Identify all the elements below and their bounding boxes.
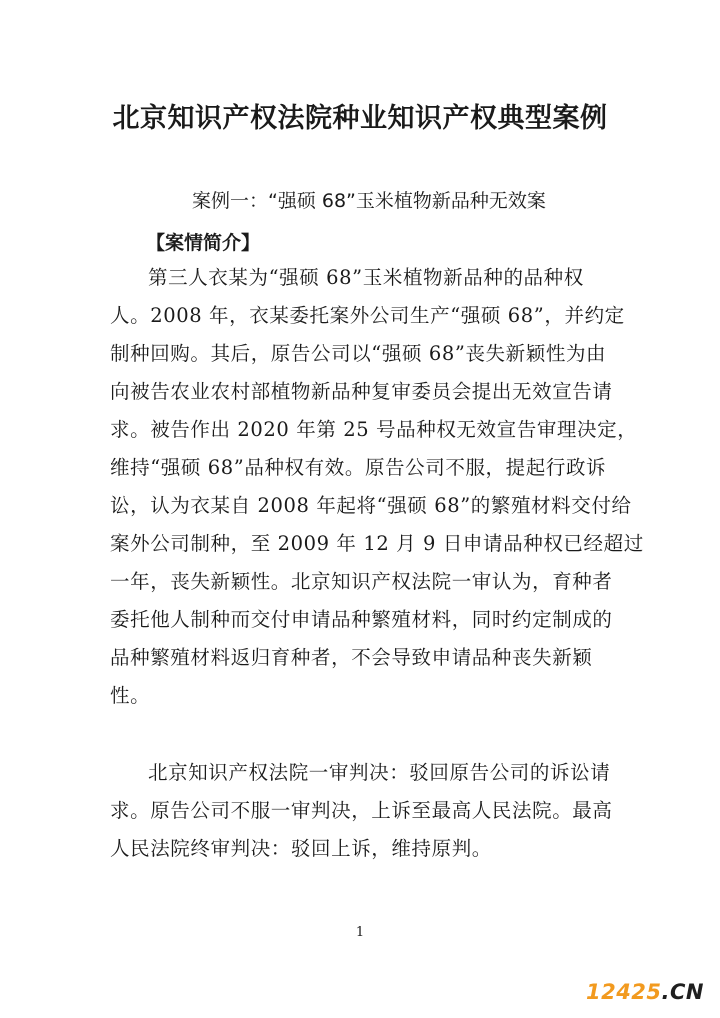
paragraph-line: 维持“强硕 68”品种权有效。原告公司不服，提起行政诉 bbox=[110, 456, 607, 479]
page-number: 1 bbox=[355, 925, 365, 940]
paragraph-line: 案外公司制种，至 2009 年 12 月 9 日申请品种权已经超过 bbox=[110, 532, 644, 555]
paragraph-line: 北京知识产权法院一审判决：驳回原告公司的诉讼请 bbox=[148, 761, 611, 784]
document-title: 北京知识产权法院种业知识产权典型案例 bbox=[112, 103, 608, 134]
paragraph-line: 品种繁殖材料返归育种者，不会导致申请品种丧失新颖 bbox=[110, 646, 593, 669]
watermark-tld: .CN bbox=[661, 980, 704, 1004]
paragraph-line: 人民法院终审判决：驳回上诉，维持原判。 bbox=[110, 837, 492, 860]
paragraph-line: 向被告农业农村部植物新品种复审委员会提出无效宣告请 bbox=[110, 380, 613, 403]
paragraph-line: 讼，认为衣某自 2008 年起将“强硕 68”的繁殖材料交付给 bbox=[110, 494, 632, 517]
paragraph-line: 一年，丧失新颖性。北京知识产权法院一审认为，育种者 bbox=[110, 570, 613, 593]
paragraph-line: 委托他人制种而交付申请品种繁殖材料，同时约定制成的 bbox=[110, 608, 613, 631]
paragraph-line: 性。 bbox=[110, 684, 151, 707]
paragraph-line: 制种回购。其后，原告公司以“强硕 68”丧失新颖性为由 bbox=[110, 342, 607, 365]
paragraph-line: 求。原告公司不服一审判决，上诉至最高人民法院。最高 bbox=[110, 799, 613, 822]
section-heading: 【案情简介】 bbox=[146, 232, 261, 254]
case-title: 案例一：“强硕 68”玉米植物新品种无效案 bbox=[192, 190, 546, 212]
paragraph-line: 求。被告作出 2020 年第 25 号品种权无效宣告审理决定， bbox=[110, 418, 638, 441]
paragraph-line: 人。2008 年，衣某委托案外公司生产“强硕 68”，并约定 bbox=[110, 304, 625, 327]
paragraph-line: 第三人衣某为“强硕 68”玉米植物新品种的品种权 bbox=[148, 266, 584, 289]
watermark-logo bbox=[586, 980, 704, 1004]
watermark-digits: 12425 bbox=[585, 980, 662, 1004]
